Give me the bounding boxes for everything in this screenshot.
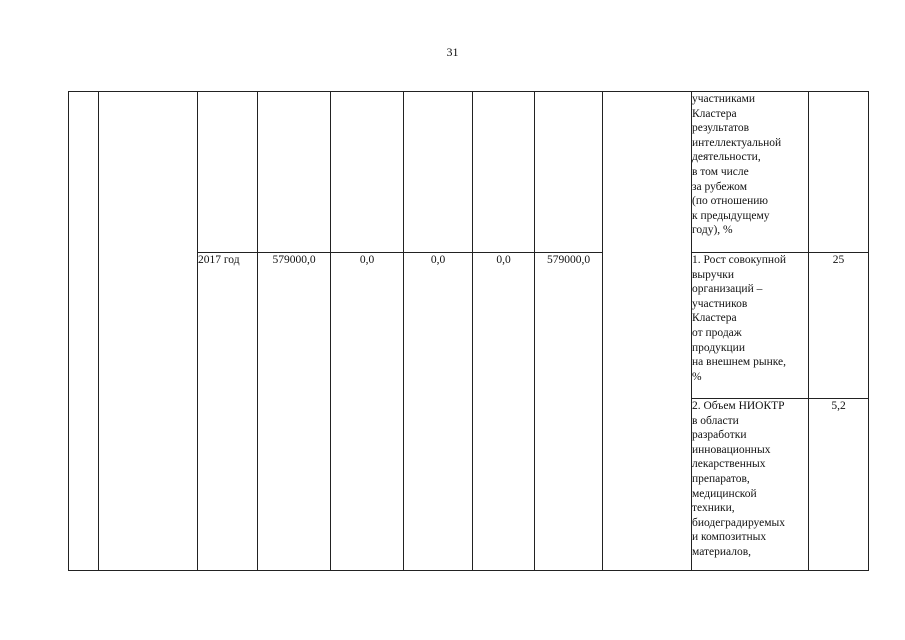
cell-extrabudget [535, 92, 603, 253]
cell-executor [603, 92, 692, 571]
cell-name [99, 92, 198, 571]
federal-cell: 0,0 [331, 253, 404, 571]
indicator-text: участниками Кластера результатов интеллектуальной деятельности, в том числе за рубежом (по отношению к предыдущему году), % [692, 92, 809, 253]
cell-year [198, 92, 258, 253]
year-cell: 2017 год [198, 253, 258, 571]
total-cell: 579000,0 [258, 253, 331, 571]
indicator-text: 2. Объем НИОКТР в области разработки инновационных лекарственных препаратов, медицинской техники, биодеградируемых и композитных материалов, [692, 399, 809, 571]
cell-regional [404, 92, 473, 253]
local-cell: 0,0 [473, 253, 535, 571]
cell-local [473, 92, 535, 253]
table-row [69, 92, 869, 253]
cell-number [69, 92, 99, 571]
indicator-text: 1. Рост совокупной выручки организаций – участников Кластера от продаж продукции на внешнем рынке, % [692, 253, 809, 399]
regional-cell: 0,0 [404, 253, 473, 571]
indicator-value: 25 [809, 253, 869, 399]
cell-total [258, 92, 331, 253]
cell-federal [331, 92, 404, 253]
indicator-value: 5,2 [809, 399, 869, 571]
extrabudget-cell: 579000,0 [535, 253, 603, 571]
indicator-value [809, 92, 869, 253]
program-table [68, 91, 869, 571]
page-number: 31 [446, 45, 459, 59]
